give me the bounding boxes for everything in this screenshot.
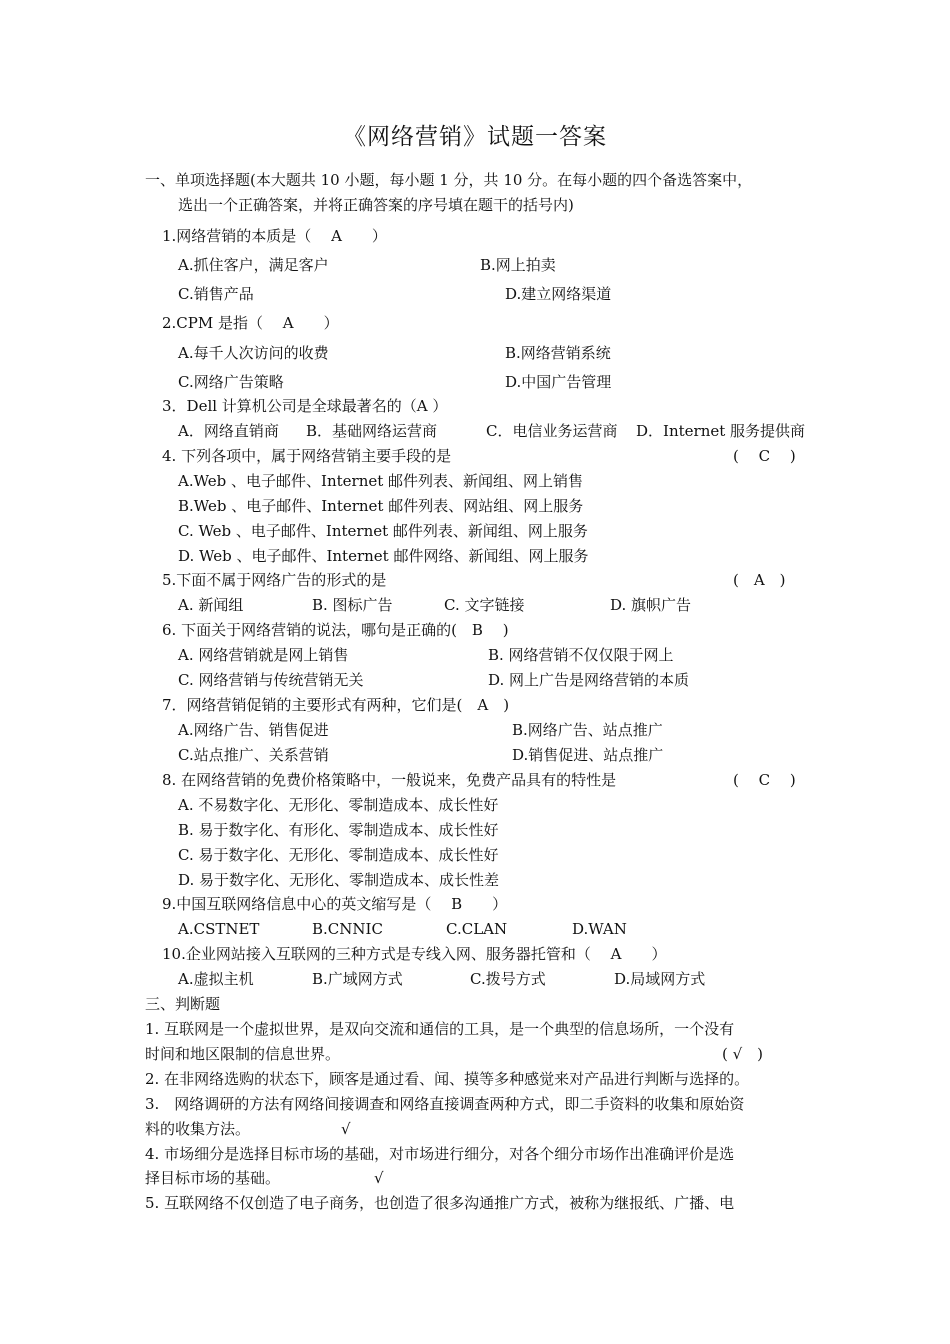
question-5-stem: 5.下面不属于网络广告的形式的是	[162, 571, 387, 589]
question-5-option-b: B. 图标广告	[312, 596, 393, 614]
question-3-option-c: C．电信业务运营商	[486, 422, 618, 440]
question-5-answer: ( A )	[733, 571, 786, 589]
judgment-1-line1: 1. 互联网是一个虚拟世界，是双向交流和通信的工具，是一个典型的信息场所，一个没有	[145, 1020, 735, 1038]
question-1-option-d: D.建立网络渠道	[505, 285, 612, 303]
question-9-option-c: C.CLAN	[446, 920, 508, 938]
judgment-4-line2: 择目标市场的基础。	[145, 1169, 281, 1187]
question-5-option-d: D. 旗帜广告	[610, 596, 692, 614]
section1-heading-line1: 一、单项选择题(本大题共 10 小题，每小题 1 分，共 10 分。在每小题的四个备选答案中，	[145, 171, 753, 189]
judgment-3-answer: √	[341, 1120, 351, 1138]
question-9-option-a: A.CSTNET	[178, 920, 260, 938]
question-2-stem: 2.CPM 是指（ A ）	[162, 314, 339, 332]
judgment-4-answer: √	[374, 1169, 384, 1187]
question-10-option-a: A.虚拟主机	[178, 970, 254, 988]
question-6-option-c: C. 网络营销与传统营销无关	[178, 671, 364, 689]
question-10-stem: 10.企业网站接入互联网的三种方式是专线入网、服务器托管和（ A ）	[162, 945, 667, 963]
question-3-option-b: B．基础网络运营商	[306, 422, 438, 440]
question-4-answer: ( C )	[733, 447, 796, 465]
question-10-option-c: C.拨号方式	[470, 970, 546, 988]
judgment-3-line1: 3. 网络调研的方法有网络间接调查和网络直接调查两种方式，即二手资料的收集和原始资	[145, 1095, 745, 1113]
question-7-option-c: C.站点推广、关系营销	[178, 746, 329, 764]
judgment-1-answer: ( √ )	[722, 1045, 764, 1063]
question-6-option-b: B. 网络营销不仅仅限于网上	[488, 646, 674, 664]
question-5-option-c: C. 文字链接	[444, 596, 525, 614]
question-9-option-b: B.CNNIC	[312, 920, 383, 938]
question-8-option-b: B. 易于数字化、有形化、零制造成本、成长性好	[178, 821, 499, 839]
question-8-option-d: D. 易于数字化、无形化、零制造成本、成长性差	[178, 871, 500, 889]
question-7-option-d: D.销售促进、站点推广	[512, 746, 664, 764]
question-4-stem: 4. 下列各项中，属于网络营销主要手段的是	[162, 447, 452, 465]
question-3-option-d: D．Internet 服务提供商	[636, 422, 806, 440]
question-4-option-c: C. Web 、电子邮件、Internet 邮件列表、新闻组、网上服务	[178, 522, 588, 540]
question-6-stem: 6. 下面关于网络营销的说法，哪句是正确的( B )	[162, 621, 509, 639]
question-7-option-a: A.网络广告、销售促进	[178, 721, 329, 739]
question-2-option-c: C.网络广告策略	[178, 373, 284, 391]
question-1-stem: 1.网络营销的本质是（ A ）	[162, 227, 387, 245]
question-2-option-d: D.中国广告管理	[505, 373, 612, 391]
question-1-option-a: A.抓住客户，满足客户	[178, 256, 329, 274]
question-8-answer: ( C )	[733, 771, 796, 789]
question-6-option-d: D. 网上广告是网络营销的本质	[488, 671, 690, 689]
question-10-option-b: B.广域网方式	[312, 970, 403, 988]
question-5-option-a: A. 新闻组	[178, 596, 244, 614]
question-1-option-c: C.销售产品	[178, 285, 254, 303]
question-3-stem: 3．Dell 计算机公司是全球最著名的（A ）	[162, 397, 448, 415]
question-4-option-d: D. Web 、电子邮件、Internet 邮件网络、新闻组、网上服务	[178, 547, 589, 565]
question-7-option-b: B.网络广告、站点推广	[512, 721, 663, 739]
question-2-option-a: A.每千人次访问的收费	[178, 344, 329, 362]
judgment-4-line1: 4. 市场细分是选择目标市场的基础，对市场进行细分，对各个细分市场作出准确评价是选	[145, 1145, 735, 1163]
judgment-5-line1: 5. 互联网络不仅创造了电子商务，也创造了很多沟通推广方式，被称为继报纸、广播、电	[145, 1194, 735, 1212]
judgment-2-line1: 2. 在非网络选购的状态下，顾客是通过看、闻、摸等多种感觉来对产品进行判断与选择的。	[145, 1070, 750, 1088]
question-3-option-a: A．网络直销商	[178, 422, 279, 440]
question-9-option-d: D.WAN	[572, 920, 627, 938]
question-8-stem: 8. 在网络营销的免费价格策略中，一般说来，免费产品具有的特性是	[162, 771, 617, 789]
question-10-option-d: D.局域网方式	[614, 970, 706, 988]
question-6-option-a: A. 网络营销就是网上销售	[178, 646, 349, 664]
judgment-1-line2: 时间和地区限制的信息世界。	[145, 1045, 341, 1063]
question-9-stem: 9.中国互联网络信息中心的英文缩写是（ B ）	[162, 895, 508, 913]
question-1-option-b: B.网上拍卖	[480, 256, 556, 274]
question-8-option-a: A. 不易数字化、无形化、零制造成本、成长性好	[178, 796, 499, 814]
document-title: 《网络营销》试题一答案	[343, 124, 607, 150]
judgment-3-line2: 料的收集方法。	[145, 1120, 251, 1138]
question-8-option-c: C. 易于数字化、无形化、零制造成本、成长性好	[178, 846, 499, 864]
question-7-stem: 7．网络营销促销的主要形式有两种，它们是( A )	[162, 696, 510, 714]
question-4-option-b: B.Web 、电子邮件、Internet 邮件列表、网站组、网上服务	[178, 497, 584, 515]
question-4-option-a: A.Web 、电子邮件、Internet 邮件列表、新闻组、网上销售	[178, 472, 584, 490]
question-2-option-b: B.网络营销系统	[505, 344, 611, 362]
section1-heading-line2: 选出一个正确答案，并将正确答案的序号填在题干的括号内)	[178, 196, 574, 214]
section3-heading: 三、判断题	[145, 995, 221, 1013]
